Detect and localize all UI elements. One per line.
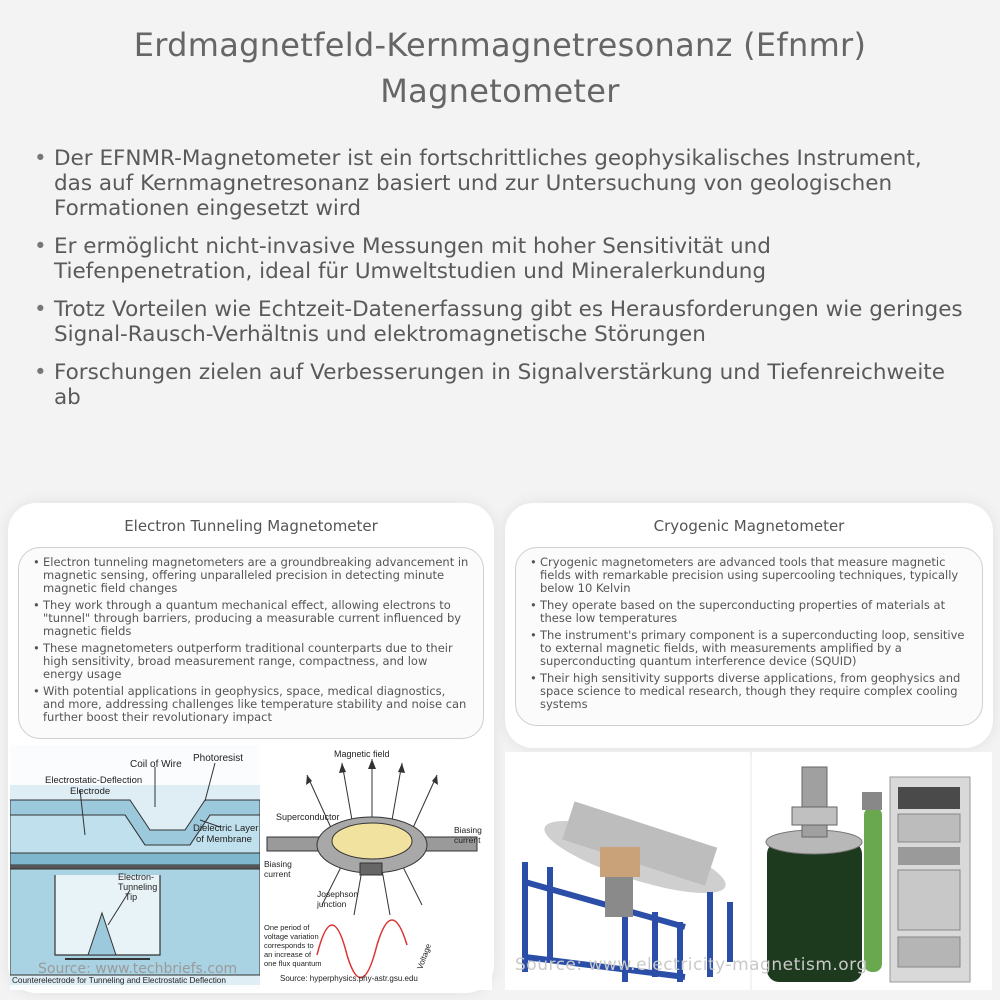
electrode-label-line-1: Electrostatic-Deflection — [45, 775, 143, 786]
biasing-left-line-1: Biasing — [264, 859, 292, 869]
card-bullet: • These magnetometers outperform traditional counterparts due to their high sensitivity, broad measurement range, compactness, and low energy usage — [33, 642, 469, 681]
main-bullet: • Er ermöglicht nicht-invasive Messungen mit hoher Sensitivität und Tiefenpenetration, ideal für Umweltstudien und Mineralerkundung — [34, 234, 964, 284]
superconductor-label: Superconductor — [276, 812, 340, 822]
cryogenic-card — [505, 503, 993, 748]
cryogenic-text-box — [515, 547, 983, 726]
biasing-left-line-2: current — [264, 869, 291, 879]
tip-label-line-2: Tunneling — [118, 882, 158, 892]
card-bullet: • With potential applications in geophysics, space, medical diagnostics, and more, addressing challenges like temperature stability and noise can further boost their revolutionary impact — [33, 685, 469, 724]
voltage-axis-label: Voltage — [415, 942, 434, 971]
junction-label-line-2: junction — [317, 899, 347, 909]
cryogenic-card-title: Cryogenic Magnetometer — [653, 517, 845, 535]
card-bullet: • Electron tunneling magnetometers are a groundbreaking advancement in magnetic sensing, offering unparalleled precision in detecting minute magnetic field changes — [33, 556, 469, 595]
period-label-line-2: voltage variation — [264, 932, 319, 941]
photoresist-label: Photoresist — [193, 753, 244, 764]
biasing-right-line-2: current — [454, 835, 481, 845]
title-line-2: Magnetometer — [380, 72, 620, 110]
main-bullet-list — [34, 146, 964, 423]
coil-label: Coil of Wire — [130, 759, 182, 770]
magnetic-field-label: Magnetic field — [334, 749, 390, 759]
tunneling-tip-illustration — [10, 745, 260, 990]
card-bullet: • They work through a quantum mechanical effect, allowing electrons to "tunnel" through barriers, producing a measurable current influenced by magnetic fields — [33, 599, 469, 638]
electron-tunneling-card-title: Electron Tunneling Magnetometer — [124, 517, 378, 535]
junction-label-line-1: Josephson — [317, 889, 359, 899]
techbriefs-source: Source: www.techbriefs.com — [38, 961, 238, 977]
main-bullet: • Der EFNMR-Magnetometer ist ein fortschrittliches geophysikalisches Instrument, das auf Kernmagnetresonanz basiert und zur Untersuchung von geologischen Formationen eingesetzt wird — [34, 146, 964, 221]
squid-diagram — [262, 745, 492, 990]
dielectric-label-line-2: of Membrane — [196, 834, 252, 845]
card-bullet: • The instrument's primary component is a superconducting loop, sensitive to external magnetic fields, with measurements amplified by a superconducting quantum interference device (SQUID) — [530, 629, 968, 668]
counterelectrode-label: Counterelectrode for Tunneling and Electrostatic Deflection — [12, 976, 226, 985]
source-watermark: Source: www.electricity-magnetism.org — [515, 955, 868, 975]
electrode-label-line-2: Electrode — [70, 786, 111, 797]
main-bullet: • Forschungen zielen auf Verbesserungen in Signalverstärkung und Tiefenreichweite ab — [34, 360, 964, 410]
electron-tunneling-text-box — [18, 547, 484, 739]
tip-label-line-3: Tip — [125, 892, 138, 902]
title-line-1: Erdmagnetfeld-Kernmagnetresonanz (Efnmr) — [133, 26, 867, 64]
period-label-line-1: One period of — [264, 923, 310, 932]
card-bullet: • Cryogenic magnetometers are advanced tools that measure magnetic fields with remarkable precision using supercooling techniques, typically below 10 Kelvin — [530, 556, 968, 595]
card-bullet: • They operate based on the superconducting properties of materials at these low temperatures — [530, 599, 968, 625]
page-title — [0, 22, 1000, 114]
tunneling-tip-diagram — [10, 745, 260, 990]
period-label-line-3: corresponds to — [264, 941, 314, 950]
hyperphysics-source: Source: hyperphysics.phy-astr.gsu.edu — [280, 974, 418, 983]
card-bullet: • Their high sensitivity supports diverse applications, from geophysics and space science to medical research, though they require complex cooling systems — [530, 672, 968, 711]
squid-illustration — [262, 745, 492, 990]
period-label-line-4: an increase of — [264, 950, 312, 959]
dielectric-label-line-1: Dielectric Layer — [193, 823, 259, 834]
main-bullet: • Trotz Vorteilen wie Echtzeit-Datenerfassung gibt es Herausforderungen wie geringes Signal-Rausch-Verhältnis und elektromagnetische Störungen — [34, 297, 964, 347]
biasing-right-line-1: Biasing — [454, 825, 482, 835]
tip-label-line-1: Electron- — [118, 872, 155, 882]
period-label-line-5: one flux quantum — [264, 959, 322, 968]
